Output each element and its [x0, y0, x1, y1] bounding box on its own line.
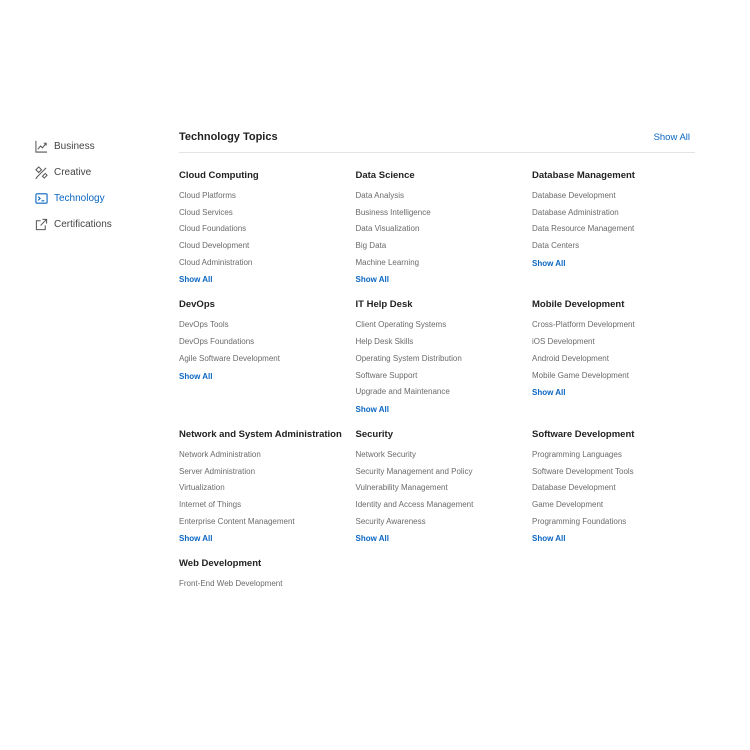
topic-link[interactable]: Server Administration — [179, 466, 256, 476]
topic-link[interactable]: Data Analysis — [355, 191, 404, 200]
topic-link[interactable]: Database Development — [532, 483, 616, 493]
topic-title[interactable]: DevOps — [179, 299, 215, 311]
topic-link[interactable]: Mobile Game Development — [532, 370, 629, 380]
topic-link[interactable]: Data Resource Management — [532, 224, 635, 234]
topic-group — [356, 429, 533, 543]
external-link-icon — [35, 218, 48, 231]
sidebar-item-label: Technology — [54, 192, 105, 204]
terminal-icon — [35, 192, 48, 205]
show-all-link[interactable]: Show All — [355, 534, 389, 544]
sidebar-item-label: Certifications — [54, 218, 112, 230]
topics-header — [179, 130, 695, 153]
topic-link[interactable]: Network Administration — [179, 449, 261, 459]
topic-link[interactable]: Client Operating Systems — [355, 320, 447, 330]
topic-link[interactable]: Programming Foundations — [532, 516, 627, 526]
topic-link[interactable]: Android Development — [532, 353, 609, 363]
topic-title[interactable]: Security — [355, 428, 393, 440]
topic-link[interactable]: Game Development — [532, 499, 604, 509]
topic-link[interactable]: Security Management and Policy — [355, 466, 473, 476]
trending-chart-icon — [35, 140, 48, 153]
topic-title[interactable]: Network and System Administration — [179, 428, 342, 440]
topic-link[interactable]: Cloud Services — [179, 207, 233, 217]
topic-link[interactable]: DevOps Tools — [179, 320, 229, 330]
topics-grid — [179, 170, 695, 595]
topic-group — [179, 170, 356, 284]
show-all-link[interactable]: Show All — [532, 258, 566, 268]
topic-link[interactable]: Vulnerability Management — [355, 483, 448, 493]
topic-link[interactable]: Front-End Web Development — [179, 579, 283, 589]
topic-link[interactable]: Software Support — [355, 370, 418, 380]
topic-link[interactable]: Cloud Development — [179, 241, 250, 251]
topic-link[interactable]: Upgrade and Maintenance — [355, 387, 450, 397]
sidebar-item-business[interactable] — [35, 133, 155, 159]
show-all-topics-link[interactable]: Show All — [653, 131, 690, 143]
topic-group — [356, 299, 533, 413]
topic-link[interactable]: Software Development Tools — [532, 466, 634, 476]
topic-link[interactable]: Database Development — [532, 191, 616, 200]
topic-link[interactable]: Business Intelligence — [355, 207, 431, 217]
topic-title[interactable]: Cloud Computing — [179, 170, 259, 181]
topic-link[interactable]: Cross-Platform Development — [532, 320, 635, 330]
topic-group — [532, 299, 695, 413]
topic-link[interactable]: Network Security — [355, 449, 416, 459]
topic-link[interactable]: iOS Development — [532, 337, 595, 347]
sidebar-item-technology[interactable] — [35, 185, 155, 211]
topic-link[interactable]: Cloud Administration — [179, 257, 253, 267]
topic-link[interactable]: Internet of Things — [179, 499, 242, 509]
topic-group — [532, 429, 695, 543]
topic-link[interactable]: Big Data — [355, 241, 387, 251]
topic-link[interactable]: Programming Languages — [532, 449, 622, 459]
topic-group — [532, 170, 695, 284]
topic-link[interactable]: Database Administration — [532, 207, 619, 217]
sidebar-item-certifications[interactable] — [35, 211, 155, 237]
topic-link[interactable]: Data Visualization — [355, 224, 420, 234]
topic-link[interactable]: Cloud Platforms — [179, 191, 236, 200]
page-title: Technology Topics — [179, 131, 278, 143]
show-all-link[interactable]: Show All — [355, 275, 389, 285]
show-all-link[interactable]: Show All — [179, 275, 213, 285]
topic-link[interactable]: Security Awareness — [355, 516, 426, 526]
topic-group — [179, 429, 356, 543]
topic-link[interactable]: Virtualization — [179, 483, 225, 493]
topic-link[interactable]: DevOps Foundations — [179, 337, 255, 347]
topic-link[interactable]: Identity and Access Management — [355, 499, 474, 509]
topic-title[interactable]: Software Development — [532, 428, 635, 440]
show-all-link[interactable]: Show All — [532, 534, 566, 544]
design-tools-icon — [35, 166, 48, 179]
topic-title[interactable]: IT Help Desk — [355, 299, 413, 311]
topic-link[interactable]: Cloud Foundations — [179, 224, 247, 234]
show-all-link[interactable]: Show All — [355, 404, 389, 414]
topic-title[interactable]: Database Management — [532, 170, 635, 181]
topic-title[interactable]: Web Development — [179, 558, 262, 570]
topic-link[interactable]: Enterprise Content Management — [179, 516, 295, 526]
sidebar-item-label: Business — [54, 140, 95, 152]
sidebar-item-creative[interactable] — [35, 159, 155, 185]
topics-panel — [179, 130, 695, 595]
show-all-link[interactable]: Show All — [179, 371, 213, 381]
topic-title[interactable]: Mobile Development — [532, 299, 625, 311]
topic-link[interactable]: Operating System Distribution — [355, 353, 462, 363]
sidebar — [35, 133, 155, 237]
topic-link[interactable]: Help Desk Skills — [355, 337, 414, 347]
topic-link[interactable]: Agile Software Development — [179, 353, 280, 363]
topic-link[interactable]: Data Centers — [532, 241, 580, 251]
topic-link[interactable]: Machine Learning — [355, 257, 420, 267]
topic-group — [179, 558, 356, 595]
show-all-link[interactable]: Show All — [179, 534, 213, 544]
topic-group — [356, 170, 533, 284]
sidebar-item-label: Creative — [54, 166, 92, 178]
topic-group — [179, 299, 356, 413]
show-all-link[interactable]: Show All — [532, 388, 566, 398]
topic-title[interactable]: Data Science — [355, 170, 415, 181]
